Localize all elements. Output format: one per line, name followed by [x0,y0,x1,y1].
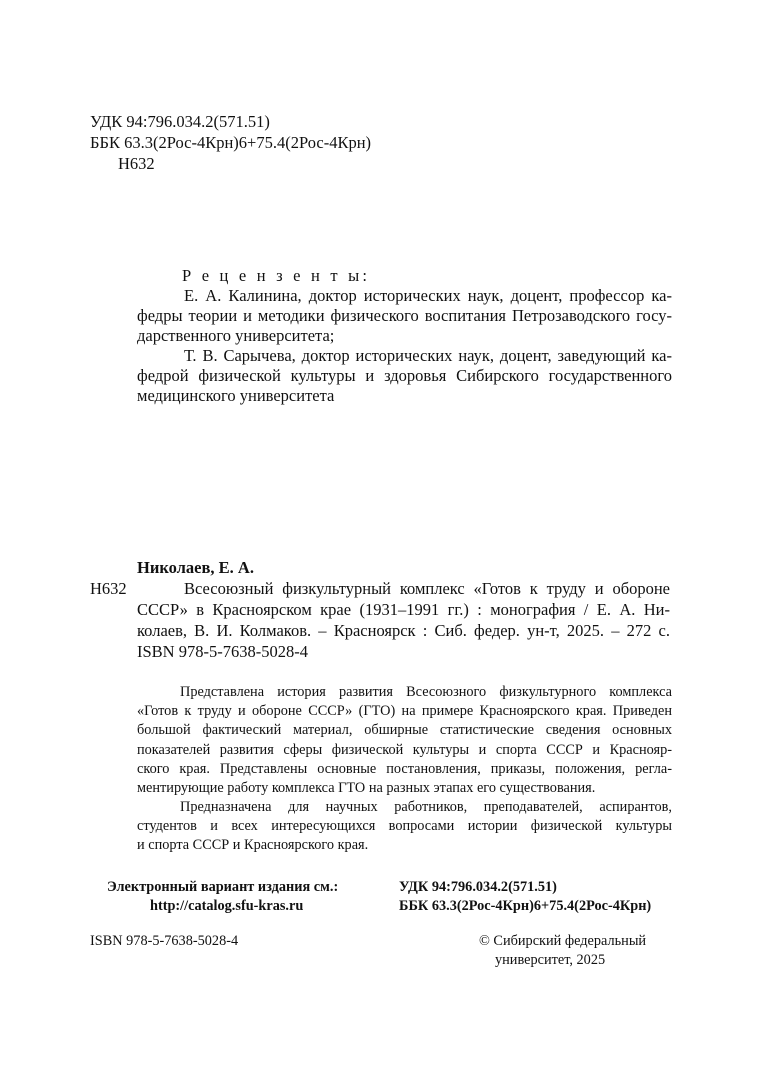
copyright-line: университет, 2025 [495,952,606,968]
annotation-line: студентов и всех интересующихся вопросами истории физической культуры [137,818,672,835]
footer-isbn: ISBN 978-5-7638-5028-4 [90,933,239,949]
annotation-line: и спорта СССР и Красноярского края. [137,837,369,854]
electronic-version-label: Электронный вариант издания см.: [107,879,339,895]
footer-bbk: ББК 63.3(2Рос-4Крн)6+75.4(2Рос-4Крн) [399,898,652,914]
reviewer-1 [137,286,672,346]
bib-author: Николаев, Е. А. [137,558,254,577]
annotation-p2 [137,798,672,856]
copyright-line: © Сибирский федеральный [479,933,647,949]
header-bbk: ББК 63.3(2Рос-4Крн)6+75.4(2Рос-4Крн) [90,133,372,152]
catalog-url[interactable]: http://catalog.sfu-kras.ru [150,898,304,914]
reviewer-2-line: медицинского университета [137,386,335,405]
annotation-p1 [137,683,672,798]
reviewer-1-line: дарственного университета; [137,326,335,345]
bib-line: Всесоюзный физкультурный комплекс «Готов к труду и обороне [184,579,670,598]
reviewer-1-line: Е. А. Калинина, доктор исторических наук, доцент, профессор ка- [184,286,672,305]
reviewer-2-line: Т. В. Сарычева, доктор исторических наук, доцент, заведующий ка- [184,346,672,365]
footer-udk: УДК 94:796.034.2(571.51) [399,879,557,895]
annotation-line: Предназначена для научных работников, преподавателей, аспирантов, [180,799,672,815]
bib-line: колаев, В. И. Колмаков. – Красноярск : Сиб. федер. ун-т, 2025. – 272 с. [137,621,670,640]
bib-line: СССР» в Красноярском крае (1931–1991 гг.) : монография / Е. А. Ни- [137,600,670,619]
annotation-line: Представлена история развития Всесоюзного физкультурного комплекса [180,684,672,700]
reviewer-1-line: федры теории и методики физического воспитания Петрозаводского госу- [137,306,672,325]
reviewers-title: Р е ц е н з е н т ы: [182,266,371,285]
header-udk: УДК 94:796.034.2(571.51) [90,112,270,131]
annotation-line: ментирующие работу комплекса ГТО на разных этапах его существования. [137,780,596,797]
reviewer-2 [137,346,672,406]
bib-description [137,578,670,662]
annotation-line: «Готов к труду и обороне СССР» (ГТО) на примере Красноярского края. Приведен [137,703,672,720]
bib-sign: Н632 [90,579,127,598]
annotation-line: показателей развития сферы физической культуры и спорта СССР и Краснояр- [137,741,672,758]
header-author-sign: Н632 [118,154,155,173]
bib-isbn: ISBN 978-5-7638-5028-4 [137,642,308,661]
annotation-line: ского края. Представлены основные постановления, приказы, положения, регла- [137,760,672,777]
annotation-line: большой фактический материал, обширные статистические сведения основных [137,722,672,739]
reviewer-2-line: федрой физической культуры и здоровья Сибирского государственного [137,366,672,385]
